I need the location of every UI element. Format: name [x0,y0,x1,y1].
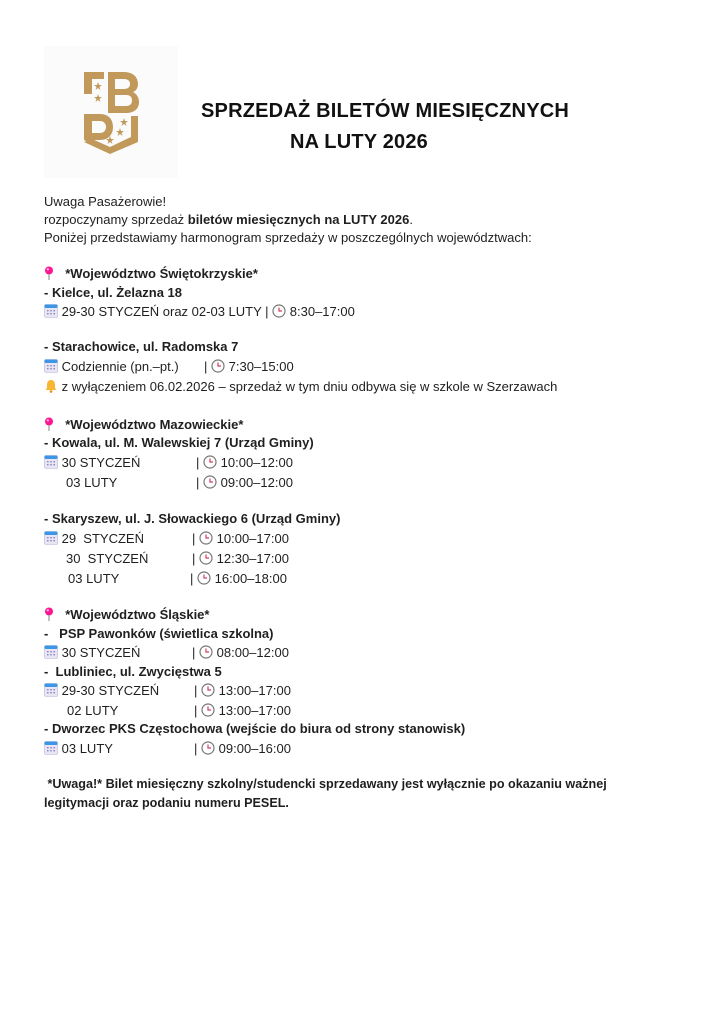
pin-icon [44,266,58,283]
separator: | [192,551,196,566]
location-name: - Lubliniec, ul. Zwycięstwa 5 [44,664,222,679]
footer-note-line1: *Uwaga!* Bilet miesięczny szkolny/studencki sprzedawany jest wyłącznie po okazaniu ważnej [44,777,607,791]
intro-announcement-bold: biletów miesięcznych na LUTY 2026 [187,212,410,227]
schedule-date: 29-30 STYCZEŃ [61,683,160,698]
schedule-time-cell [194,683,291,700]
schedule-date: 03 LUTY [61,741,113,756]
schedule-date: 03 LUTY [66,475,118,490]
separator: | [192,645,196,660]
bell-icon [44,379,58,396]
clock-icon [199,531,213,548]
clock-icon [201,703,215,720]
intro-schedule-text: Poniżej przedstawiamy harmonogram sprzedaży w poszczególnych województwach: [44,230,532,245]
schedule-note [44,379,557,396]
note-text: z wyłączeniem 06.02.2026 – sprzedaż w tym dniu odbywa się w szkole w Szerzawach [61,379,558,394]
schedule-row [44,683,159,700]
schedule-time: 08:00–12:00 [216,645,289,660]
separator: | [204,359,208,374]
region-name: *Województwo Śląskie* [65,607,210,622]
schedule-row [44,455,140,472]
pin-icon [44,607,58,624]
schedule-time: 12:30–17:00 [216,551,289,566]
clock-icon [203,455,217,472]
schedule-time: 10:00–17:00 [216,531,289,546]
intro-announcement-prefix: rozpoczynamy sprzedaż [44,212,188,227]
page-title-line2: NA LUTY 2026 [290,131,429,153]
intro-greeting: Uwaga Pasażerowie! [44,194,167,209]
calendar-icon [44,531,58,548]
schedule-time: 8:30–17:00 [289,304,355,319]
schedule-time: 7:30–15:00 [228,359,294,374]
separator: | [192,531,196,546]
separator: | [190,571,194,586]
calendar-icon [44,645,58,662]
schedule-time-cell [196,455,293,472]
schedule-date: 30 STYCZEŃ [61,455,141,470]
schedule-time-cell [194,703,291,720]
location-name: - Starachowice, ul. Radomska 7 [44,339,239,354]
schedule-date: Codziennie (pn.–pt.) [61,359,179,374]
schedule-time-cell [192,531,289,548]
clock-icon [272,304,286,321]
schedule-time-cell [204,359,294,376]
separator: | [196,475,200,490]
region-heading [44,607,209,624]
page-title-line1: SPRZEDAŻ BILETÓW MIESIĘCZNYCH [201,100,570,122]
schedule-time: 16:00–18:00 [214,571,287,586]
clock-icon [197,571,211,588]
location-name: - Dworzec PKS Częstochowa (wejście do biura od strony stanowisk) [44,721,466,736]
schedule-time-cell [194,741,291,758]
schedule-time: 13:00–17:00 [218,683,291,698]
intro-announcement-suffix: . [409,212,413,227]
schedule-row [44,741,113,758]
region-heading [44,266,258,283]
schedule-row [44,359,179,376]
calendar-icon [44,683,58,700]
schedule-time: 13:00–17:00 [218,703,291,718]
footer-note-line2: legitymacji oraz podaniu numeru PESEL. [44,796,289,810]
clock-icon [199,551,213,568]
schedule-time: 10:00–12:00 [220,455,293,470]
schedule-date: 30 STYCZEŃ [61,645,141,660]
schedule-date: 29 STYCZEŃ [61,531,144,546]
calendar-icon [44,455,58,472]
separator: | [194,683,198,698]
separator: | [194,741,198,756]
location-name: - PSP Pawonków (świetlica szkolna) [44,626,274,641]
clock-icon [203,475,217,492]
region-name: *Województwo Mazowieckie* [65,417,244,432]
schedule-date: 30 STYCZEŃ [66,551,149,566]
pin-icon [44,417,58,434]
calendar-icon [44,304,58,321]
calendar-icon [44,359,58,376]
location-name: - Kielce, ul. Żelazna 18 [44,285,182,300]
location-name: - Skaryszew, ul. J. Słowackiego 6 (Urząd Gminy) [44,511,341,526]
schedule-row [44,304,355,321]
calendar-icon [44,741,58,758]
schedule-date: 02 LUTY [67,703,119,718]
fbpj-logo [82,70,140,154]
location-name: - Kowala, ul. M. Walewskiej 7 (Urząd Gminy) [44,435,314,450]
intro-announcement [44,212,413,227]
schedule-time: 09:00–12:00 [220,475,293,490]
schedule-time-cell [192,645,289,662]
separator: | [194,703,198,718]
logo-container [44,46,178,178]
schedule-time-cell [196,475,293,492]
region-name: *Województwo Świętokrzyskie* [65,266,258,281]
region-heading [44,417,243,434]
schedule-time-cell [190,571,287,588]
schedule-row [44,531,144,548]
schedule-time: 09:00–16:00 [218,741,291,756]
clock-icon [201,683,215,700]
schedule-date: 03 LUTY [68,571,120,586]
clock-icon [201,741,215,758]
schedule-time-cell [192,551,289,568]
clock-icon [211,359,225,376]
clock-icon [199,645,213,662]
schedule-row [44,645,140,662]
schedule-date: 29-30 STYCZEŃ oraz 02-03 LUTY | [61,304,269,319]
separator: | [196,455,200,470]
